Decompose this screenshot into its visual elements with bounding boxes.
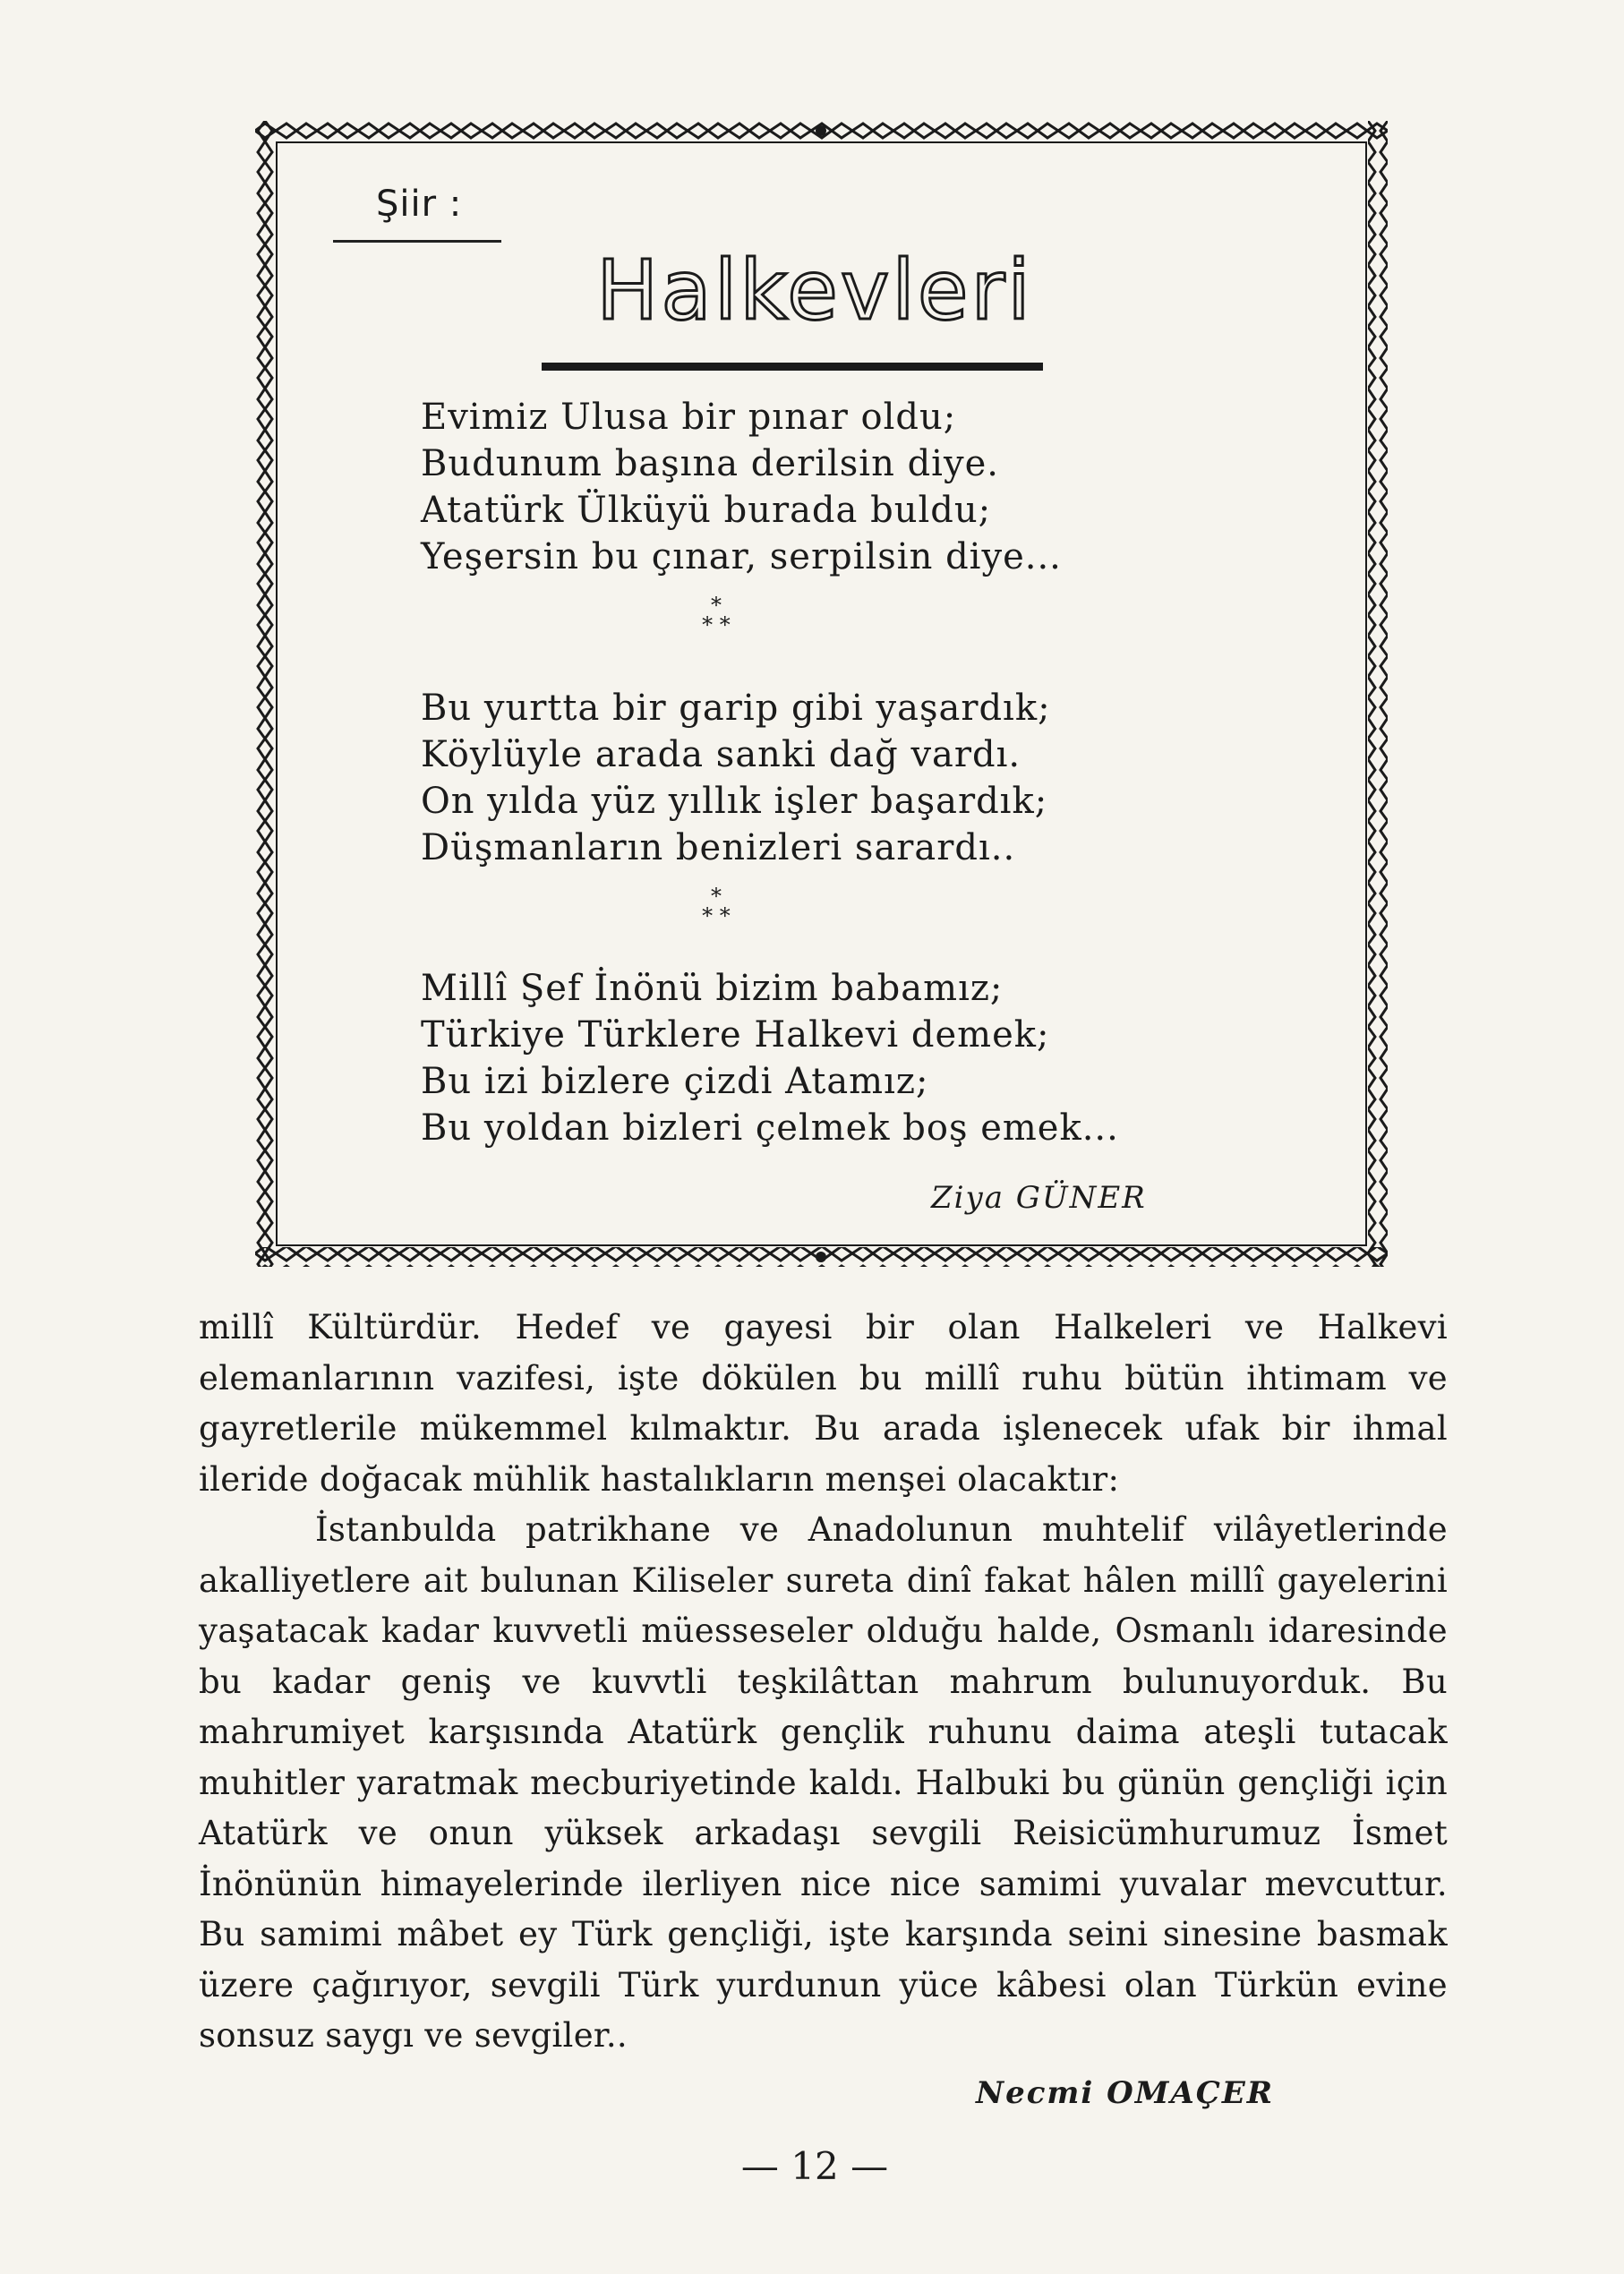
- poem-line: Türkiye Türklere Halkevi demek;: [421, 1014, 1050, 1056]
- asterism-glyph: * * *: [702, 593, 731, 637]
- poem-line: Yeşersin bu çınar, serpilsin diye...: [421, 536, 1062, 577]
- poem-stanza-3: [421, 965, 1119, 1151]
- poem-section-label: Şiir :: [376, 184, 463, 225]
- label-underline: [333, 240, 501, 243]
- article-paragraph: millî Kültürdür. Hedef ve gayesi bir olan Halkeleri ve Halkevi elemanlarının vazifesi, işte dökülen bu millî ruhu bütün ihtimam ve gayretlerile mükemmel kılmaktır. Bu arada işlenecek ufak bir ihmal ileride doğacak mühlik hastalıkların menşei olacaktır:: [199, 1308, 1448, 1499]
- poem-line: Köylüyle arada sanki dağ vardı.: [421, 734, 1021, 775]
- stanza-separator: [680, 595, 752, 635]
- poem-line: On yılda yüz yıllık işler başardık;: [421, 781, 1048, 822]
- page-number: — 12 —: [740, 2144, 889, 2188]
- asterism-glyph: * * *: [702, 884, 731, 928]
- poem-line: Budunum başına derilsin diye.: [421, 443, 999, 484]
- poem-line: Bu izi bizlere çizdi Atamız;: [421, 1061, 929, 1102]
- poem-author: Ziya GÜNER: [931, 1180, 1147, 1216]
- poem-line: Atatürk Ülküyü burada buldu;: [421, 490, 992, 531]
- poem-line: Bu yurtta bir garip gibi yaşardık;: [421, 688, 1051, 729]
- article-paragraph: İstanbulda patrikhane ve Anadolunun muhtelif vilâyetlerinde akalliyetlere ait bulunan Kiliseler sureta dinî fakat hâlen millî gayelerini yaşatacak kadar kuvvetli müesseseler olduğu halde, Osmanlı idaresinde bu kadar geniş ve kuvvtli teşkilâttan mahrum bulunuyorduk. Bu mahrumiyet karşısında Atatürk gençlik ruhunu daima ateşli tutacak muhitler yaratmak mecburiyetinde kaldı. Halbuki bu günün gençliği için Atatürk ve onun yüksek arkadaşı sevgili Reisicümhurumuz İsmet İnönünün himayelerinde ilerliyen nice nice samimi yuvalar mevcuttur. Bu samimi mâbet ey Türk gençliği, işte karşında seini sinesine basmak üzere çağırıyor, sevgili Türk yurdunun yüce kâbesi olan Türkün evine sonsuz saygı ve sevgiler..: [199, 1510, 1448, 2055]
- poem-line: Düşmanların benizleri sarardı..: [421, 827, 1016, 868]
- stanza-separator: [680, 886, 752, 926]
- poem-line: Millî Şef İnönü bizim babamız;: [421, 968, 1004, 1009]
- poem-line: Evimiz Ulusa bir pınar oldu;: [421, 397, 957, 438]
- article-author: Necmi OMAÇER: [976, 2075, 1275, 2111]
- title-rule: [542, 363, 1043, 371]
- poem-line: Bu yoldan bizleri çelmek boş emek...: [421, 1107, 1119, 1149]
- poem-stanza-1: [421, 394, 1062, 580]
- poem-stanza-2: [421, 685, 1051, 871]
- poem-title: Halkevleri: [596, 243, 1033, 338]
- article-body: [199, 1303, 1448, 2062]
